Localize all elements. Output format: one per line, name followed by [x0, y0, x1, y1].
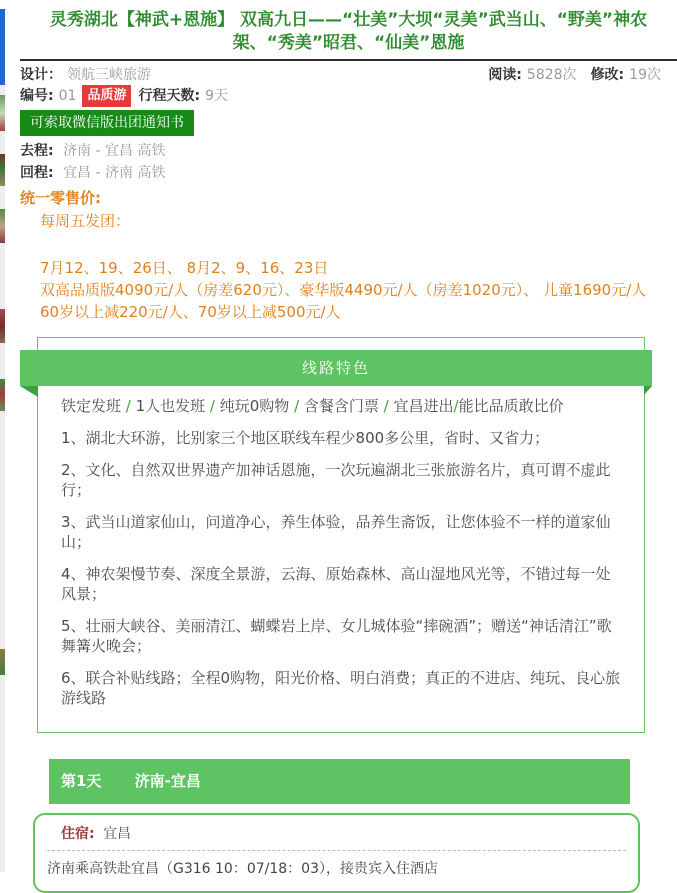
ribbon-fold-right: [644, 386, 652, 395]
feature-item: 3、武当山道家仙山，问道净心，养生体验，品养生斋饭，让您体验不一样的道家仙山；: [61, 513, 611, 551]
edge-blue-bar: [0, 9, 5, 85]
outbound-value: 济南 - 宜昌 高铁: [63, 143, 166, 159]
day1-description: 济南乘高铁赴宜昌（G316 10：07/18：03），接贵宾入住酒店: [47, 861, 438, 877]
return-route: [20, 162, 677, 184]
route-features-header: 线路特色: [20, 350, 652, 386]
lodging-divider: [47, 850, 626, 851]
quality-badge: 品质游: [82, 85, 131, 107]
edits-count: 19次: [629, 67, 661, 83]
price-details: 双高品质版4090元/人（房差620元）、豪华版4490元/人（房差1020元）、 儿童1690元/人: [40, 281, 647, 299]
title-divider: [20, 59, 677, 61]
outbound-route: [20, 140, 677, 162]
ribbon-fold-left: [20, 386, 38, 397]
page-title: 灵秀湖北【神武+恩施】 双高九日——“壮美”大坝“灵美”武当山、“野美”神农架、“秀美”昭君、“仙美”恩施: [49, 10, 648, 53]
page-edge-thumbnails: [0, 9, 5, 872]
lodging-label: 住宿:: [61, 826, 95, 842]
main-content: [20, 9, 677, 893]
design-value: 领航三峡旅游: [67, 67, 151, 83]
feature-item: 5、壮丽大峡谷、美丽清江、蝴蝶岩上岸、女儿城体验“摔碗酒”；赠送“神话清江”歌舞篝火晚会；: [61, 617, 612, 655]
feature-item: 1、湖北大环游，比别家三个地区联线车程少800多公里，省时、又省力；: [61, 429, 550, 447]
wechat-notice-button[interactable]: 可索取微信版出团通知书: [20, 110, 194, 136]
departure-dates: 7月12、19、26日、 8月2、9、16、23日: [40, 259, 329, 277]
feature-item: 4、神农架慢节奏、深度全景游，云海、原始森林、高山湿地风光等，不错过每一处风景；: [61, 565, 611, 603]
day1-lodging-box: [33, 813, 640, 893]
feature-item: 2、文化、自然双世界遗产加神话恩施，一次玩遍湖北三张旅游名片，真可谓不虚此行；: [61, 461, 611, 499]
design-label: 设计：: [20, 67, 62, 83]
outbound-label: 去程:: [20, 143, 54, 159]
day1-route: 济南-宜昌: [134, 772, 201, 790]
day1-number: 第1天: [61, 772, 102, 790]
number-value: 01: [58, 88, 77, 104]
departure-schedule: 每周五发团：: [40, 212, 131, 230]
meta-row-design: [20, 65, 677, 85]
days-label: 行程天数:: [138, 88, 201, 104]
views-label: 阅读:: [488, 67, 522, 83]
route-features-box: [37, 337, 645, 733]
return-label: 回程:: [20, 165, 54, 181]
views-count: 5828次: [526, 67, 577, 83]
feature-item: 6、联合补贴线路；全程0购物，阳光价格、明白消费；真正的不进店、纯玩、良心旅游线路: [61, 669, 621, 707]
number-label: 编号:: [20, 88, 54, 104]
day1-header-bar: [49, 759, 630, 804]
retail-price-label: 统一零售价:: [20, 189, 101, 207]
feature-tagline: 铁定发班 / 1人也发班 / 纯玩0购物 / 含餐含门票 / 宜昌进出/能比品质敢比价: [61, 397, 564, 415]
lodging-value: 宜昌: [103, 826, 132, 842]
days-value: 9天: [205, 88, 228, 104]
meta-row-number: [20, 85, 677, 107]
senior-discounts: 60岁以上减220元/人、70岁以上减500元/人: [40, 303, 341, 321]
return-value: 宜昌 - 济南 高铁: [63, 165, 166, 181]
edits-label: 修改:: [590, 67, 625, 83]
